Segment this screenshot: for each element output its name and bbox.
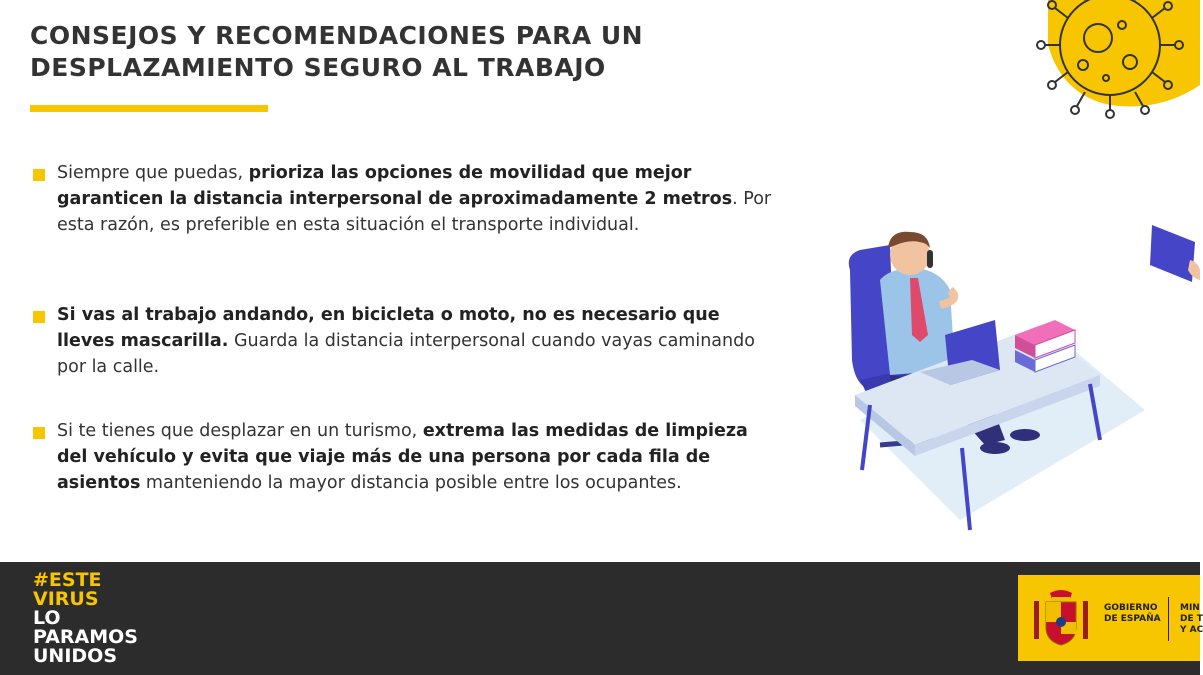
slogan-line: UNIDOS <box>33 645 118 667</box>
ministry-line: MIN <box>1180 603 1200 613</box>
tip-text-bold: extrema las medidas de limpieza del vehículo y evita que viaje más de una persona por cada fila de asientos <box>57 421 748 493</box>
tip-text-normal: Siempre que puedas, <box>57 163 249 183</box>
tip-text <box>57 302 777 380</box>
ministry-line: DE T <box>1180 614 1203 624</box>
title-line-1: CONSEJOS Y RECOMENDACIONES PARA UN <box>30 21 644 50</box>
office-worker-illustration <box>800 0 1200 560</box>
divider <box>1168 597 1169 641</box>
ministry-line: Y AC <box>1180 625 1203 635</box>
campaign-slogan <box>33 571 138 666</box>
tip-text-normal: manteniendo la mayor distancia posible entre los ocupantes. <box>140 473 682 493</box>
government-logo <box>1018 575 1203 661</box>
second-laptop <box>1150 225 1200 282</box>
tip-text-bold: prioriza las opciones de movilidad que mejor garanticen la distancia interpersonal de aproximadamente 2 metros <box>57 163 733 209</box>
title-line-2: DESPLAZAMIENTO SEGURO AL TRABAJO <box>30 53 606 82</box>
slogan-line: LO <box>33 607 61 629</box>
tip-text-bold: Si vas al trabajo andando, en bicicleta o moto, no es necesario que lleves mascarilla. <box>57 305 720 351</box>
bullet-square-icon <box>33 311 45 323</box>
gov-label <box>1104 603 1161 625</box>
slogan-line: #ESTE <box>33 569 102 591</box>
gov-label-line: GOBIERNO <box>1104 603 1158 613</box>
tip-text-normal: Guarda la distancia interpersonal cuando vayas caminando por la calle. <box>57 331 755 377</box>
gov-label-line: DE ESPAÑA <box>1104 614 1161 624</box>
bullet-square-icon <box>33 427 45 439</box>
ministry-label <box>1180 603 1203 636</box>
slogan-line: VIRUS <box>33 588 99 610</box>
page-title <box>30 20 790 84</box>
tip-text-normal: . Por esta razón, es preferible en esta situación el transporte individual. <box>57 189 772 235</box>
title-underline <box>30 105 268 112</box>
footer-bar <box>0 562 1203 675</box>
bullet-square-icon <box>33 169 45 181</box>
slogan-line: PARAMOS <box>33 626 138 648</box>
virus-icon <box>1037 0 1200 118</box>
tip-text <box>57 418 777 496</box>
spain-coat-of-arms-icon <box>1030 587 1092 651</box>
tip-text <box>57 160 777 238</box>
tip-text-normal: Si te tienes que desplazar en un turismo, <box>57 421 423 441</box>
